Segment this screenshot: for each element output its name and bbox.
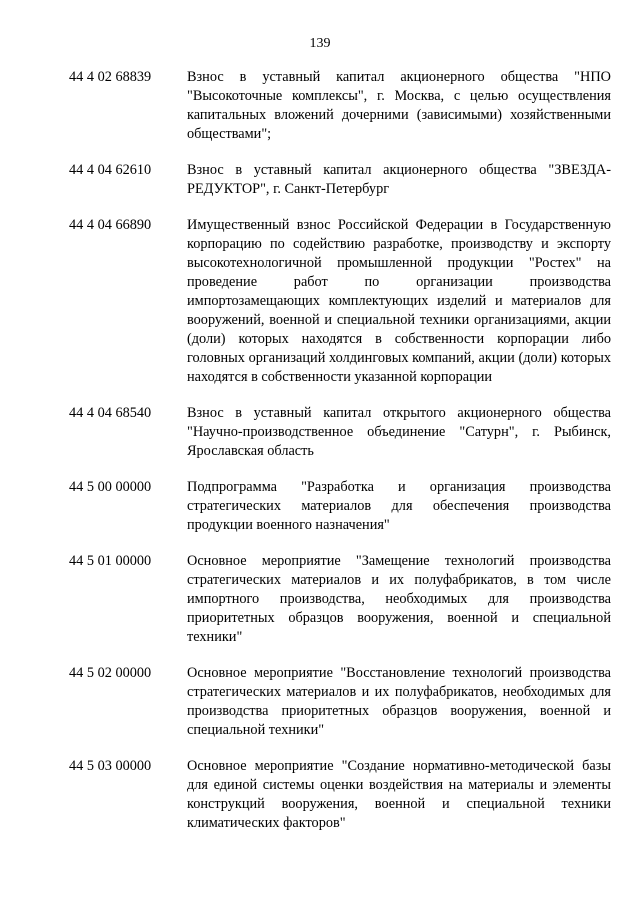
list-item xyxy=(0,552,640,647)
classification-code: 44 5 02 00000 xyxy=(69,665,152,681)
classification-code: 44 4 02 68839 xyxy=(69,69,152,85)
list-item xyxy=(0,404,640,461)
entry-description: Основное мероприятие "Замещение технологий производства стратегических материалов и их полуфабрикатов, в том числе импортного производства, необходимых для производства приоритетных образцов вооружения, военной и специальной техники" xyxy=(187,553,611,645)
list-item xyxy=(0,757,640,833)
entry-description: Взнос в уставный капитал акционерного общества "НПО "Высокоточные комплексы", г. Москва, с целью осуществления капитальных вложений дочерними (зависимыми) хозяйственными обществами"; xyxy=(187,69,611,142)
list-item xyxy=(0,68,640,144)
classification-code: 44 5 01 00000 xyxy=(69,553,152,569)
classification-code: 44 4 04 68540 xyxy=(69,405,152,421)
entry-description: Имущественный взнос Российской Федерации в Государственную корпорацию по содействию разработке, производству и экспорту высокотехнологичной промышленной продукции "Ростех" на проведение работ по организации производства импортозамещающих комплектующих изделий и материалов для вооружений, военной и специальной техники организациями, акции (доли) которых находятся в собственности корпорации либо головных организаций холдинговых компаний, акции (доли) которых находятся в собственности указанной корпорации xyxy=(187,217,611,385)
entry-description: Основное мероприятие "Восстановление технологий производства стратегических материалов и их полуфабрикатов, необходимых для производства приоритетных образцов вооружения, военной и специальной техники" xyxy=(187,665,611,738)
list-item xyxy=(0,161,640,199)
classification-code: 44 5 00 00000 xyxy=(69,479,152,495)
page-number: 139 xyxy=(309,36,331,51)
list-item xyxy=(0,478,640,535)
classification-code: 44 4 04 62610 xyxy=(69,162,152,178)
entry-description: Подпрограмма "Разработка и организация производства стратегических материалов для обеспечения производства продукции военного назначения" xyxy=(187,479,611,533)
budget-code-list xyxy=(0,68,640,850)
list-item xyxy=(0,216,640,387)
entry-description: Взнос в уставный капитал акционерного общества "ЗВЕЗДА-РЕДУКТОР", г. Санкт-Петербург xyxy=(187,162,611,197)
entry-description: Взнос в уставный капитал открытого акционерного общества "Научно-производственное объединение "Сатурн", г. Рыбинск, Ярославская область xyxy=(187,405,611,459)
entry-description: Основное мероприятие "Создание нормативно-методической базы для единой системы оценки воздействия на материалы и элементы конструкций вооружения, военной и специальной техники климатических факторов" xyxy=(187,758,611,831)
classification-code: 44 4 04 66890 xyxy=(69,217,152,233)
list-item xyxy=(0,664,640,740)
classification-code: 44 5 03 00000 xyxy=(69,758,152,774)
